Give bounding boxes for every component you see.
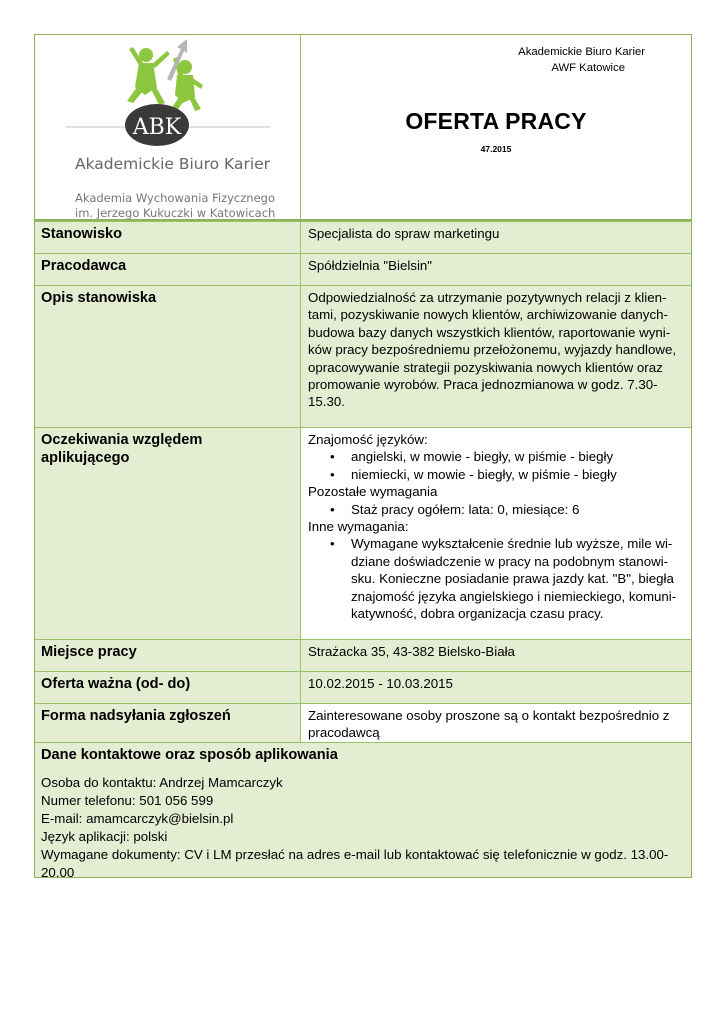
header-row	[35, 35, 691, 221]
opis-line: Odpowiedzialność za utrzymanie pozytywnych relacji z klien-	[308, 290, 667, 305]
header-right	[301, 35, 691, 219]
contact-docs-2: 20.00	[41, 865, 75, 880]
logo-subtitle-1: Akademia Wychowania Fizycznego	[75, 191, 275, 205]
label-forma: Forma nadsyłania zgłoszeń	[41, 708, 231, 724]
value-opis	[301, 286, 691, 427]
row-contact	[35, 742, 691, 880]
label-miejsce: Miejsce pracy	[41, 644, 137, 660]
lang-list	[308, 448, 684, 483]
value-wazna: 10.02.2015 - 10.03.2015	[308, 676, 453, 691]
more-list	[308, 535, 684, 622]
opis-line: ków pracy bezpośredniemu przełożonemu, wyjazdy handlowe,	[308, 342, 677, 358]
more-heading: Inne wymagania:	[308, 519, 409, 535]
opis-line: tami, pozyskiwanie nowych klientów, archiwizowanie danych-	[308, 307, 668, 323]
other-list	[308, 501, 684, 518]
logo-abk-text: ABK	[132, 115, 182, 140]
value-pracodawca: Spółdzielnia "Bielsin"	[308, 258, 433, 273]
list-item	[308, 535, 684, 622]
contact-docs-1: Wymagane dokumenty: CV i LM przesłać na adres e-mail lub kontaktować się telefonicznie w godz. 13.00-	[41, 847, 669, 862]
row-pracodawca	[35, 253, 691, 285]
forma-line: Zainteresowane osoby proszone są o kontakt bezpośrednio z	[308, 708, 670, 723]
row-opis	[35, 285, 691, 427]
opis-line: budowa bazy danych wszystkich klientów, raportowanie wyni-	[308, 324, 671, 340]
more-line: dziane doświadczenie w pracy na podobnym stanowi-	[351, 553, 669, 569]
contact-heading: Dane kontaktowe oraz sposób aplikowania	[41, 747, 338, 763]
value-miejsce: Strażacka 35, 43-382 Bielsko-Biała	[308, 644, 515, 659]
row-oczekiwania	[35, 427, 691, 639]
jumping-figures-icon	[127, 47, 203, 111]
contact-phone: Numer telefonu: 501 056 599	[41, 793, 214, 808]
value-forma	[301, 704, 691, 742]
contact-email: E-mail: amamcarczyk@bielsin.pl	[41, 811, 234, 826]
forma-line: pracodawcą	[308, 725, 380, 741]
more-line: sku. Konieczne posiadanie prawa jazdy kat. "B", biegła	[351, 571, 674, 587]
value-stanowisko: Specjalista do spraw marketingu	[308, 226, 500, 241]
label-wazna: Oferta ważna (od- do)	[41, 676, 191, 692]
opis-line: opracowywanie strategii pozyskiwania nowych klientów oraz	[308, 359, 663, 375]
logo-subtitle-2: im. Jerzego Kukuczki w Katowicach	[75, 206, 276, 219]
logo-area	[35, 35, 301, 219]
org-unit: AWF Katowice	[551, 62, 625, 74]
contact-language: Język aplikacji: polski	[41, 829, 168, 844]
org-name: Akademickie Biuro Karier	[518, 46, 645, 58]
more-line: katywność, dobra organizacja czasu pracy.	[351, 606, 604, 622]
row-forma	[35, 703, 691, 742]
more-line: • Wymagane wykształcenie średnie lub wyższe, mile wi-	[351, 536, 673, 552]
offer-number: 47.2015	[480, 144, 512, 154]
other-heading: Pozostałe wymagania	[308, 484, 438, 500]
more-line: znajomość języka angielskiego i niemieckiego, komuni-	[351, 588, 677, 604]
label-stanowisko: Stanowisko	[41, 226, 123, 242]
job-offer-sheet	[34, 34, 692, 878]
arrow-icon	[167, 39, 187, 81]
label-oczekiwania: Oczekiwania względem aplikującego	[41, 432, 203, 466]
contact-person: Osoba do kontaktu: Andrzej Mamcarczyk	[41, 775, 283, 790]
label-pracodawca: Pracodawca	[41, 258, 127, 274]
opis-line: 15.30.	[308, 394, 345, 410]
row-wazna	[35, 671, 691, 703]
lang-heading: Znajomość języków:	[308, 432, 428, 447]
logo-title: Akademickie Biuro Karier	[75, 155, 271, 173]
abk-logo	[35, 35, 299, 219]
page-title: OFERTA PRACY	[405, 108, 587, 134]
contact-block	[35, 743, 675, 880]
row-stanowisko	[35, 221, 691, 253]
row-miejsce	[35, 639, 691, 671]
opis-line: promowanie wyrobów. Praca jednozmianowa w godz. 7.30-	[308, 377, 658, 393]
list-item: • niemiecki, w mowie - biegły, w piśmie - biegły	[308, 466, 684, 483]
list-item: • Staż pracy ogółem: lata: 0, miesiące: 6	[308, 501, 684, 518]
value-oczekiwania	[301, 428, 691, 639]
list-item: • angielski, w mowie - biegły, w piśmie - biegły	[308, 448, 684, 465]
label-opis: Opis stanowiska	[41, 290, 157, 306]
